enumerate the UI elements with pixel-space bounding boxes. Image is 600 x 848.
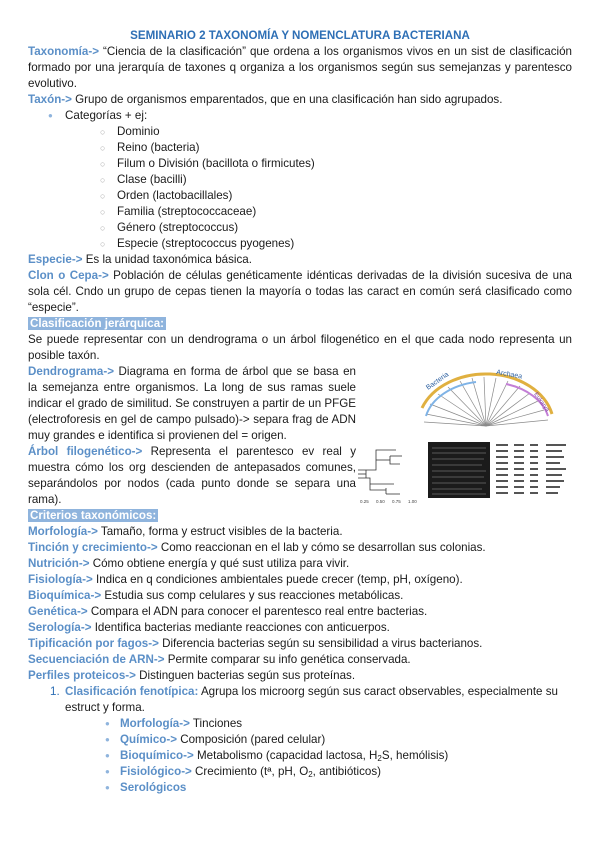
subscript: 2 xyxy=(308,770,313,779)
arbol-paragraph xyxy=(28,444,356,508)
subitem-term: Fisiológico-> xyxy=(120,765,192,778)
list-item xyxy=(105,764,572,780)
dendrograma-section xyxy=(28,364,572,508)
criterio-term: Bioquímica-> xyxy=(28,589,102,602)
criterio-term: Morfología-> xyxy=(28,525,98,538)
criterio-text: Compara el ADN para conocer el parentesco real entre bacterias. xyxy=(87,605,428,618)
list-item: ○ Clase (bacilli) xyxy=(100,172,572,188)
subitem-term: Morfología-> xyxy=(120,717,190,730)
page-title: SEMINARIO 2 TAXONOMÍA Y NOMENCLATURA BACTERIANA xyxy=(130,29,470,42)
dendrograma-term: Dendrograma-> xyxy=(28,365,115,378)
criterio-row xyxy=(28,604,572,620)
dendrograma-text: Diagrama en forma de árbol que se basa en la semejanza entre organismos. La long de sus ramas suele indicar el grado de similitud. Se construyen a partir de un PFGE (electroforesis en gel de campo pulsado)-> separa frag de ADN muy grandes e identifica si provienen del = origen. xyxy=(28,365,356,442)
criterio-term: Tipificación por fagos-> xyxy=(28,637,159,650)
criterio-text: Diferencia bacterias según su sensibilidad a virus bacterianos. xyxy=(158,637,483,650)
especie-paragraph xyxy=(28,252,572,268)
criterio-row xyxy=(28,588,572,604)
clon-term: Clon o Cepa-> xyxy=(28,269,109,282)
list-item: ○ Especie (streptococcus pyogenes) xyxy=(100,236,572,252)
taxonomia-text: “Ciencia de la clasificación” que ordena a los organismos vivos en un sist de clasificación formado por una jerarquía de taxones q organiza a los organismos según sus semejanzas y parentesco evolutivo. xyxy=(28,45,572,90)
list-item: ○ Orden (lactobacillales) xyxy=(100,188,572,204)
criterio-term: Nutrición-> xyxy=(28,557,90,570)
subscript: 2 xyxy=(377,754,382,763)
especie-text: Es la unidad taxonómica básica. xyxy=(82,253,252,266)
tree-label-archaea: Archaea xyxy=(495,369,523,381)
list-item xyxy=(105,780,572,796)
subitem-text-cont: , antibióticos) xyxy=(312,765,381,778)
tree-label-eukarya: Eukarya xyxy=(532,391,550,414)
fenotipica-item xyxy=(50,684,572,796)
criterio-row xyxy=(28,620,572,636)
dendro-axis-tick: 0.50 xyxy=(376,499,385,504)
criterio-term: Tinción y crecimiento-> xyxy=(28,541,158,554)
list-item: ○ Filum o División (bacillota o firmicutes) xyxy=(100,156,572,172)
dendrograma-column xyxy=(28,364,356,508)
figure-column xyxy=(356,364,572,508)
criterio-term: Serología-> xyxy=(28,621,92,634)
criterio-text: Indica en q condiciones ambientales puede crecer (temp, pH, oxígeno). xyxy=(92,573,463,586)
criterio-text: Cómo obtiene energía y qué sust utiliza para vivir. xyxy=(89,557,350,570)
criterio-row xyxy=(28,636,572,652)
arbol-text: Representa el parentesco ev real y muestra cómo los org descienden de antepasados comunes, separándolos por nodos (cada punto donde se separa una rama). xyxy=(28,445,356,506)
criterio-term: Secuenciación de ARN-> xyxy=(28,653,165,666)
clon-paragraph xyxy=(28,268,572,316)
document-page xyxy=(28,29,572,796)
criterio-row xyxy=(28,540,572,556)
fenotipica-text: Agrupa los microorg según sus caract observables, especialmente su estruct y forma. xyxy=(65,685,558,714)
subitem-text: Composición (pared celular) xyxy=(177,733,326,746)
section-heading: Criterios taxonómicos: xyxy=(30,509,157,522)
section-heading: Clasificación jerárquica: xyxy=(30,317,165,330)
arbol-term: Árbol filogenético-> xyxy=(28,445,143,458)
criterio-text: Identifica bacterias mediante reacciones con anticuerpos. xyxy=(91,621,390,634)
list-item xyxy=(105,748,572,764)
subitem-term: Serológicos xyxy=(120,781,187,794)
fenotipica-list xyxy=(28,684,572,796)
criterio-text: Como reaccionan en el lab y cómo se desarrollan sus colonias. xyxy=(157,541,486,554)
criterios-list xyxy=(28,524,572,684)
criterio-row xyxy=(28,572,572,588)
criterio-text: Permite comparar su info genética conservada. xyxy=(164,653,411,666)
list-item xyxy=(105,732,572,748)
subitem-text: Metabolismo (capacidad lactosa, H xyxy=(193,749,378,762)
criterio-term: Perfiles proteicos-> xyxy=(28,669,136,682)
subitem-term: Bioquímico-> xyxy=(120,749,194,762)
criterio-term: Genética-> xyxy=(28,605,88,618)
categorias-list xyxy=(28,108,572,252)
criterios-heading-row xyxy=(28,508,572,524)
dendro-axis-tick: 0.75 xyxy=(392,499,401,504)
criterio-row xyxy=(28,668,572,684)
list-item: ○ Dominio xyxy=(100,124,572,140)
fenotipica-sublist xyxy=(65,716,572,796)
criterio-term: Fisiología-> xyxy=(28,573,93,586)
categorias-item xyxy=(48,108,572,252)
criterio-row xyxy=(28,524,572,540)
list-item: ○ Reino (bacteria) xyxy=(100,140,572,156)
clon-text: Población de células genéticamente idénticas derivadas de la división sucesiva de una sola cél. Cndo un grupo de cepas tienen la mayoría o todas las caract en común será clasificado como “especie”. xyxy=(28,269,572,314)
taxon-term: Taxón-> xyxy=(28,93,72,106)
subitem-term: Químico-> xyxy=(120,733,178,746)
subitem-text-cont: S, hemólisis) xyxy=(381,749,449,762)
categorias-label: Categorías + ej: xyxy=(65,109,148,122)
criterio-text: Estudia sus comp celulares y sus reacciones metabólicas. xyxy=(101,589,404,602)
taxonomia-paragraph xyxy=(28,44,572,92)
taxon-text: Grupo de organismos emparentados, que en una clasificación han sido agrupados. xyxy=(71,93,503,106)
list-number: 1. xyxy=(50,685,60,698)
tree-label-bacteria: Bacteria xyxy=(425,371,451,392)
criterio-row xyxy=(28,556,572,572)
dendro-axis-tick: 1.00 xyxy=(408,499,417,504)
criterio-row xyxy=(28,652,572,668)
dendrograma-paragraph xyxy=(28,364,356,444)
taxon-paragraph xyxy=(28,92,572,108)
list-item: ○ Género (streptococcus) xyxy=(100,220,572,236)
subitem-text: Tinciones xyxy=(189,717,243,730)
taxonomia-term: Taxonomía-> xyxy=(28,45,99,58)
dendro-axis-tick: 0.25 xyxy=(360,499,369,504)
especie-term: Especie-> xyxy=(28,253,83,266)
clasificacion-jerarquica-text: Se puede representar con un dendrograma o un árbol filogenético en el que cada nodo representa un posible taxón. xyxy=(28,333,572,362)
phylogenetic-figure xyxy=(356,364,572,504)
criterio-text: Tamaño, forma y estruct visibles de la bacteria. xyxy=(97,525,343,538)
dendrogram-image xyxy=(358,442,566,504)
list-item: ○ Familia (streptococcaceae) xyxy=(100,204,572,220)
subitem-text: Crecimiento (tª, pH, O xyxy=(191,765,309,778)
criterio-text: Distinguen bacterias según sus proteínas. xyxy=(135,669,356,682)
clasificacion-jerarquica-heading xyxy=(28,316,572,332)
categorias-sublist xyxy=(65,124,572,252)
list-item xyxy=(105,716,572,732)
fenotipica-term: Clasificación fenotípica: xyxy=(65,685,199,698)
